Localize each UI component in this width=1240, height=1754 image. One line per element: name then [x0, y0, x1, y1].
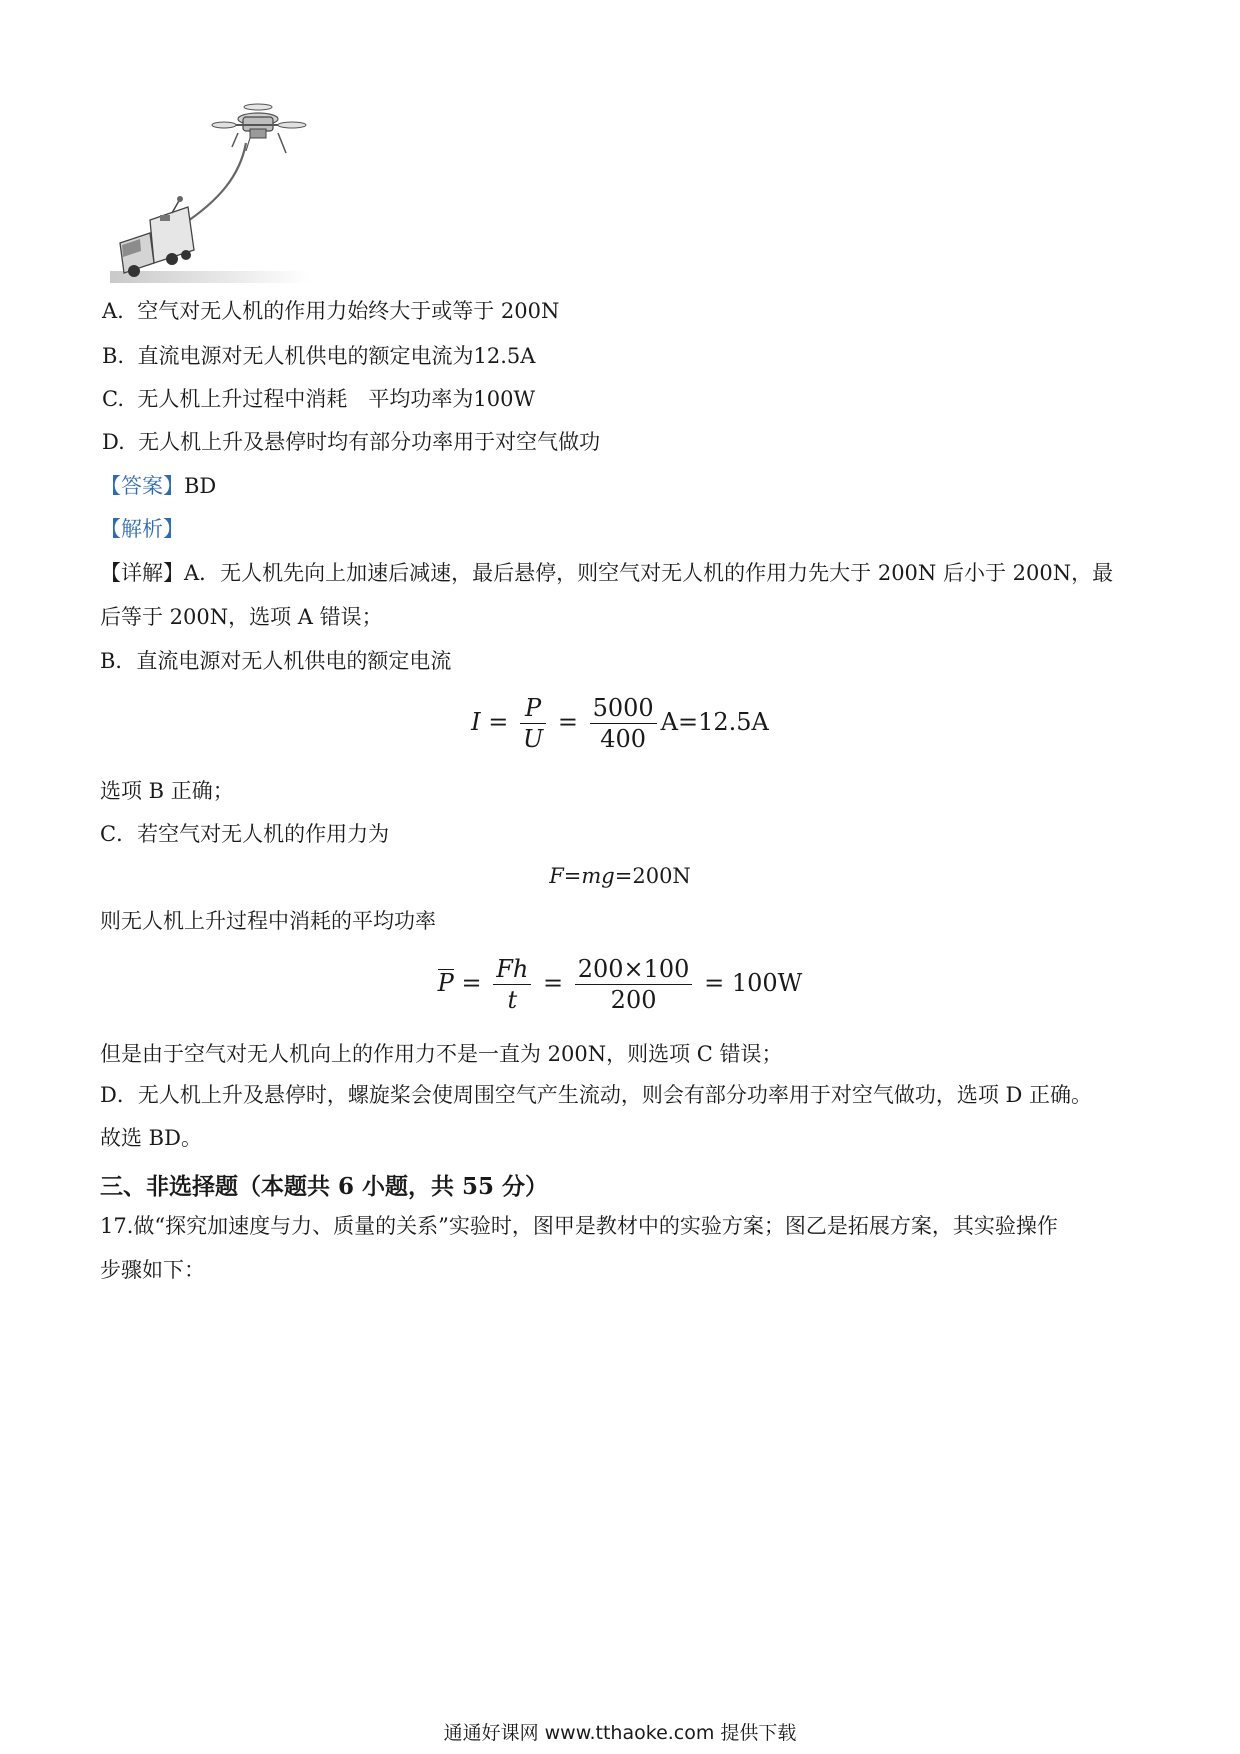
question17-line1: 17.做“探究加速度与力、质量的关系”实验时，图甲是教材中的实验方案；图乙是拓展方案，其实验操作 — [100, 1214, 1058, 1238]
option-a-text: 空气对无人机的作用力始终大于或等于 200N — [137, 299, 560, 323]
option-b — [102, 342, 535, 370]
eq1-equals: = — [488, 708, 509, 736]
option-d-text: 无人机上升及悬停时均有部分功率用于对空气做功 — [138, 430, 601, 454]
section-heading: 三、非选择题（本题共 6 小题，共 55 分） — [100, 1173, 549, 1200]
option-d-label: D. — [102, 430, 125, 454]
drone-icon — [212, 104, 306, 153]
eq3-den2: 200 — [610, 986, 657, 1014]
eq1-rhs: A=12.5A — [660, 708, 769, 736]
tether-cable — [182, 143, 246, 225]
eq1-den1: U — [522, 725, 544, 753]
detail-a-text1: A．无人机先向上加速后减速，最后悬停，则空气对无人机的作用力先大于 200N 后小于 200N，最 — [184, 561, 1114, 585]
detail-b-intro: B．直流电源对无人机供电的额定电流 — [100, 649, 452, 673]
eq2-equals: = — [563, 864, 582, 888]
option-c — [102, 385, 535, 413]
option-c-label: C. — [102, 387, 124, 411]
question17-line2: 步骤如下： — [100, 1258, 205, 1282]
footer-download-note: 通通好课网 www.tthaoke.com 提供下载 — [443, 1722, 797, 1744]
eq1-fraction-symbolic — [520, 693, 546, 754]
detail-d-line: D．无人机上升及悬停时，螺旋桨会使周围空气产生流动，则会有部分功率用于对空气做功，选项 D 正确。 — [100, 1083, 1093, 1107]
eq3-num1: Fh — [493, 954, 531, 985]
detail-b-conclusion: 选项 B 正确； — [100, 779, 234, 803]
truck-icon — [110, 196, 310, 283]
option-d — [102, 428, 600, 456]
eq1-equals-2: = — [557, 708, 578, 736]
detail-a-line1 — [100, 559, 1113, 587]
detail-tag: 【详解】 — [100, 561, 184, 585]
detail-c-intro: C．若空气对无人机的作用力为 — [100, 822, 390, 846]
eq3-fraction-numeric — [575, 954, 693, 1015]
eq3-lhs: P — [437, 969, 454, 997]
option-b-text: 直流电源对无人机供电的额定电流为12.5A — [137, 344, 536, 368]
analysis-line — [100, 515, 184, 543]
answer-value: BD — [184, 474, 217, 498]
eq2-mg: mg — [581, 864, 615, 888]
drone-truck-figure — [110, 95, 340, 285]
eq3-den1: t — [507, 986, 518, 1014]
option-b-label: B. — [102, 344, 125, 368]
eq1-lhs: I — [471, 708, 481, 736]
eq2-value: 200N — [632, 864, 691, 888]
equation-power — [0, 954, 1240, 1015]
eq1-num1: P — [520, 693, 546, 724]
eq3-equals-2: = — [542, 969, 564, 997]
eq1-den2: 400 — [600, 725, 647, 753]
eq3-num2: 200×100 — [575, 954, 693, 985]
detail-final: 故选 BD。 — [100, 1126, 202, 1150]
eq2-equals-2: = — [614, 864, 633, 888]
eq3-rhs: = 100W — [704, 969, 803, 997]
equation-force — [0, 864, 1240, 888]
option-a-label: A. — [102, 299, 124, 323]
answer-tag: 【答案】 — [100, 474, 184, 498]
eq3-fraction-symbolic — [493, 954, 531, 1015]
detail-a-line2: 后等于 200N，选项 A 错误； — [100, 605, 383, 629]
detail-c-conclusion: 但是由于空气对无人机向上的作用力不是一直为 200N，则选项 C 错误； — [100, 1042, 783, 1066]
analysis-tag: 【解析】 — [100, 517, 184, 541]
detail-c-mid: 则无人机上升过程中消耗的平均功率 — [100, 909, 436, 933]
eq1-fraction-numeric — [590, 693, 657, 754]
equation-current — [0, 693, 1240, 754]
eq3-equals: = — [461, 969, 482, 997]
eq1-num2: 5000 — [590, 693, 657, 724]
option-a — [102, 297, 559, 325]
option-c-text: 无人机上升过程中消耗 平均功率为100W — [137, 387, 536, 411]
eq2-f: F — [549, 864, 564, 888]
answer-line — [100, 472, 216, 500]
